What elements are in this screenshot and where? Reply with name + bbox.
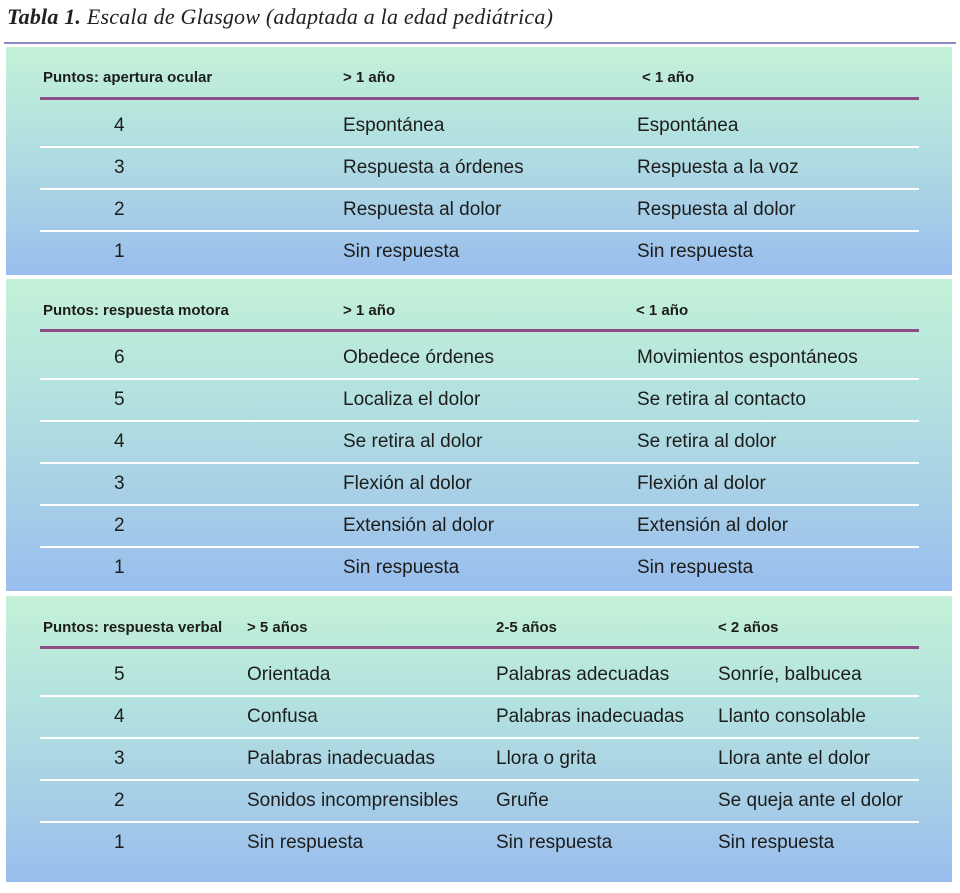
cell: Extensión al dolor xyxy=(343,515,495,536)
cell: Palabras adecuadas xyxy=(496,664,670,685)
points-cell: 4 xyxy=(114,706,125,727)
header-col-1: > 5 años xyxy=(247,619,308,636)
table-row xyxy=(6,505,952,547)
table-row xyxy=(6,189,952,231)
header-col-3: < 2 años xyxy=(718,619,779,636)
cell: Sin respuesta xyxy=(343,241,460,262)
cell: Se retira al dolor xyxy=(637,431,777,452)
cell: Llora o grita xyxy=(496,748,597,769)
table-row xyxy=(6,231,952,273)
table-row xyxy=(6,379,952,421)
table-row xyxy=(6,738,952,780)
table-row xyxy=(6,654,952,696)
table-row xyxy=(6,105,952,147)
cell: Sonríe, balbucea xyxy=(718,664,862,685)
table-row xyxy=(6,463,952,505)
cell: Sin respuesta xyxy=(247,832,364,853)
header-points: Puntos: respuesta verbal xyxy=(43,619,223,636)
header-rule xyxy=(40,329,919,332)
cell: Sin respuesta xyxy=(343,557,460,578)
header-col-2: 2-5 años xyxy=(496,619,557,636)
cell: Orientada xyxy=(247,664,331,685)
points-cell: 4 xyxy=(114,115,125,136)
cell: Respuesta al dolor xyxy=(343,199,502,220)
points-cell: 5 xyxy=(114,389,125,410)
points-cell: 2 xyxy=(114,199,125,220)
cell: Respuesta a la voz xyxy=(637,157,799,178)
header-col-2: < 1 año xyxy=(642,69,695,86)
cell: Se retira al contacto xyxy=(637,389,806,410)
points-cell: 2 xyxy=(114,515,125,536)
table-caption xyxy=(7,4,553,30)
cell: Sonidos incomprensibles xyxy=(247,790,459,811)
header-rule xyxy=(40,646,919,649)
cell: Palabras inadecuadas xyxy=(247,748,436,769)
cell: Respuesta al dolor xyxy=(637,199,796,220)
table-row xyxy=(6,780,952,822)
cell: Obedece órdenes xyxy=(343,347,495,368)
cell: Respuesta a órdenes xyxy=(343,157,524,178)
points-cell: 1 xyxy=(114,241,125,262)
caption-title: Escala de Glasgow (adaptada a la edad pediátrica) xyxy=(86,4,554,29)
table-row xyxy=(6,147,952,189)
caption-label: Tabla 1. xyxy=(7,4,82,29)
cell: Flexión al dolor xyxy=(343,473,472,494)
cell: Llanto consolable xyxy=(718,706,866,727)
points-cell: 5 xyxy=(114,664,125,685)
cell: Se retira al dolor xyxy=(343,431,483,452)
header-points: Puntos: respuesta motora xyxy=(43,302,229,319)
table-row xyxy=(6,337,952,379)
cell: Sin respuesta xyxy=(637,557,754,578)
cell: Palabras inadecuadas xyxy=(496,706,685,727)
points-cell: 3 xyxy=(114,157,125,178)
cell: Confusa xyxy=(247,706,318,727)
cell: Flexión al dolor xyxy=(637,473,766,494)
table-row xyxy=(6,547,952,589)
cell: Espontánea xyxy=(343,115,445,136)
points-cell: 3 xyxy=(114,748,125,769)
cell: Extensión al dolor xyxy=(637,515,789,536)
table-row xyxy=(6,822,952,864)
header-rule xyxy=(40,97,919,100)
cell: Llora ante el dolor xyxy=(718,748,871,769)
points-cell: 3 xyxy=(114,473,125,494)
cell: Localiza el dolor xyxy=(343,389,481,410)
points-cell: 4 xyxy=(114,431,125,452)
table-row xyxy=(6,421,952,463)
caption-rule xyxy=(4,42,956,44)
cell: Sin respuesta xyxy=(718,832,835,853)
section-ocular xyxy=(6,47,952,275)
points-cell: 1 xyxy=(114,832,125,853)
cell: Se queja ante el dolor xyxy=(718,790,903,811)
points-cell: 6 xyxy=(114,347,125,368)
header-col-2: < 1 año xyxy=(636,302,689,319)
points-cell: 1 xyxy=(114,557,125,578)
cell: Movimientos espontáneos xyxy=(637,347,858,368)
cell: Espontánea xyxy=(637,115,739,136)
section-verbal xyxy=(6,596,952,882)
section-motora xyxy=(6,279,952,591)
cell: Sin respuesta xyxy=(637,241,754,262)
cell: Gruñe xyxy=(496,790,549,811)
cell: Sin respuesta xyxy=(496,832,613,853)
table-row xyxy=(6,696,952,738)
header-col-1: > 1 año xyxy=(343,302,396,319)
header-col-1: > 1 año xyxy=(343,69,396,86)
points-cell: 2 xyxy=(114,790,125,811)
header-points: Puntos: apertura ocular xyxy=(43,69,213,86)
